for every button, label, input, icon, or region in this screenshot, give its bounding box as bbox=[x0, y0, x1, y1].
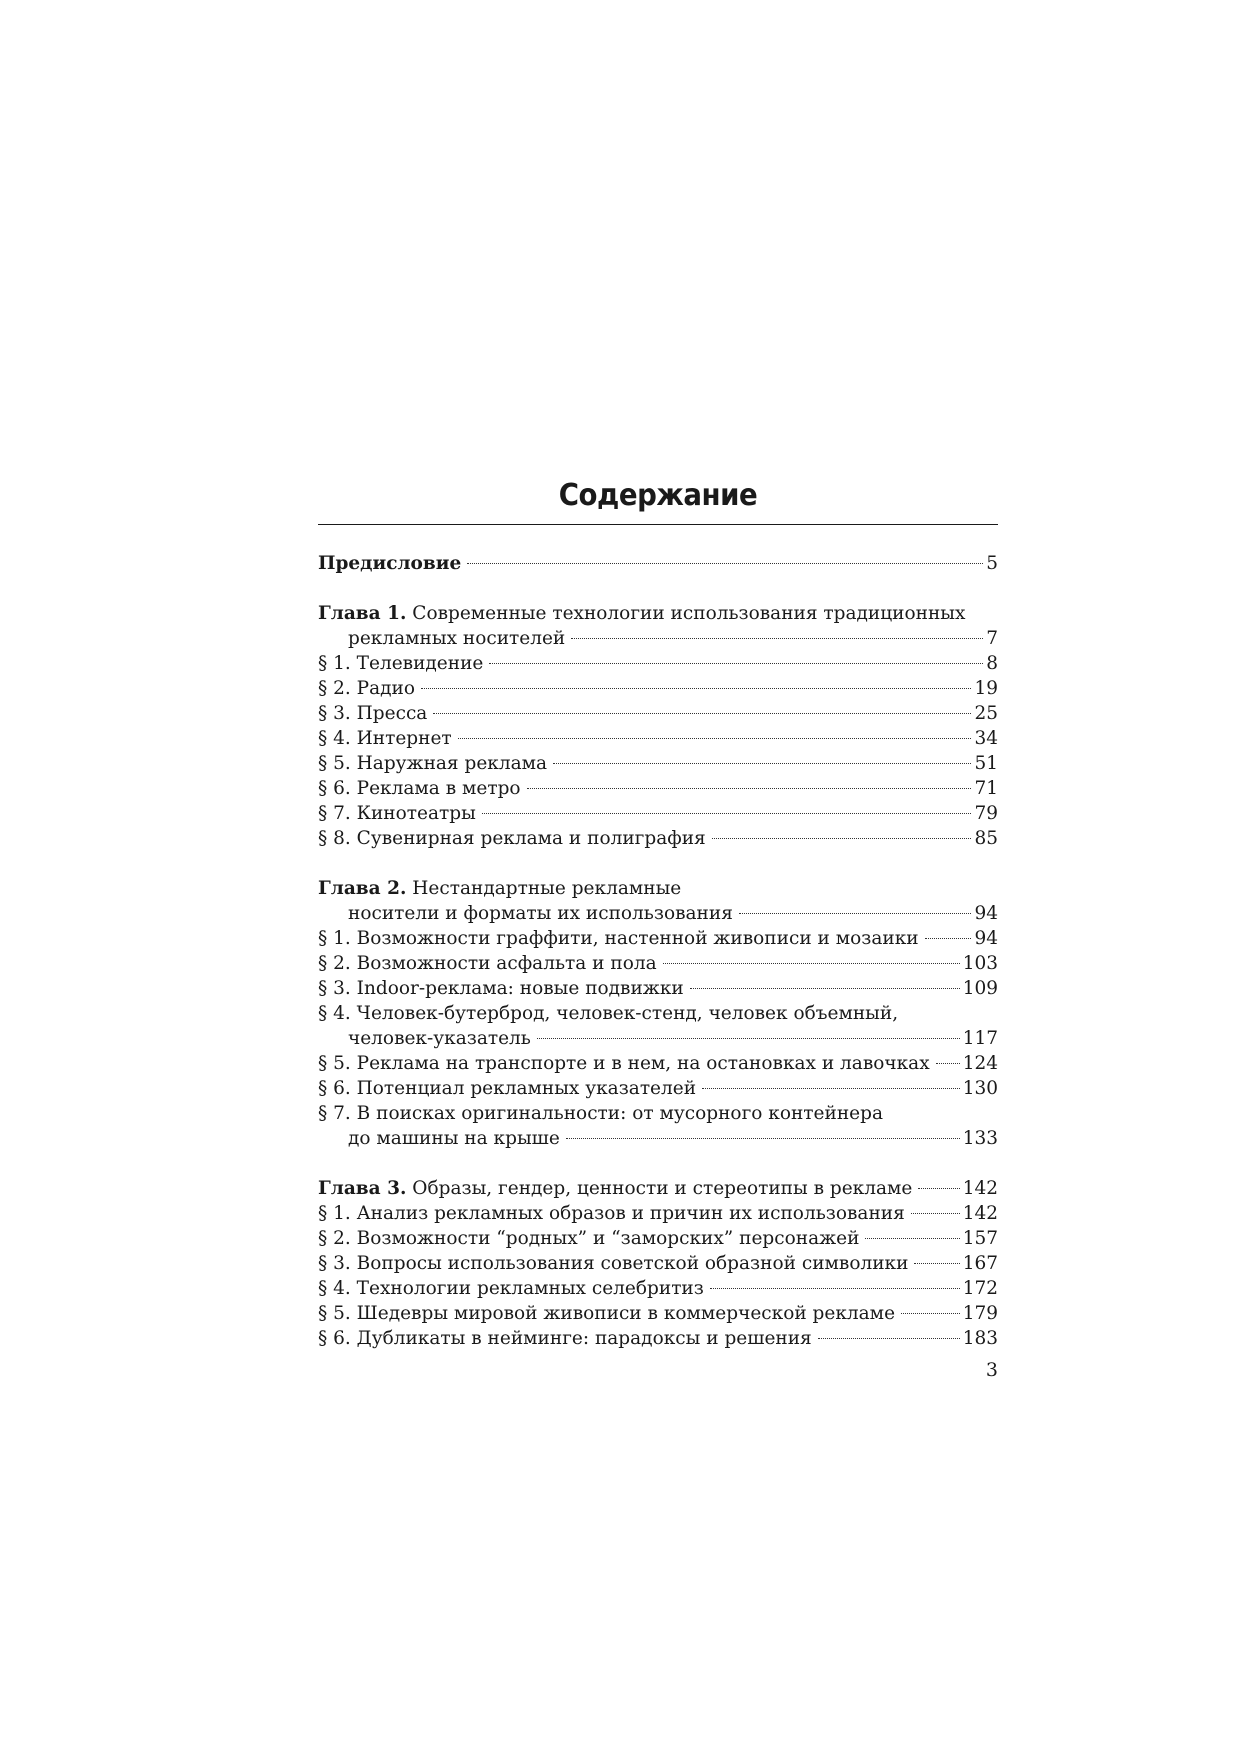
toc-page-number: 130 bbox=[962, 1078, 998, 1099]
toc-entry-title: человек-указатель bbox=[348, 1028, 531, 1049]
leader-dots bbox=[527, 788, 972, 789]
toc-entry-title: § 7. Кинотеатры bbox=[318, 803, 476, 824]
toc-entry-line2[interactable] bbox=[318, 1126, 998, 1151]
chapter-title-cont: носители и форматы их использования bbox=[348, 903, 733, 924]
toc-page-number: 34 bbox=[974, 728, 998, 749]
title-rule bbox=[318, 524, 998, 525]
table-of-contents bbox=[318, 551, 998, 1351]
leader-dots bbox=[710, 1288, 960, 1289]
leader-dots bbox=[489, 663, 983, 664]
toc-entry[interactable] bbox=[318, 1076, 998, 1101]
chapter-label: Глава 3. bbox=[318, 1178, 407, 1199]
chapter-title: Нестандартные рекламные bbox=[412, 878, 682, 899]
toc-entry-title: § 8. Сувенирная реклама и полиграфия bbox=[318, 828, 706, 849]
leader-dots bbox=[918, 1188, 959, 1189]
toc-page-number: 94 bbox=[974, 928, 998, 949]
leader-dots bbox=[421, 688, 971, 689]
toc-page-number: 5 bbox=[986, 553, 998, 574]
chapter-title: Образы, гендер, ценности и стереотипы в рекламе bbox=[412, 1178, 913, 1199]
leader-dots bbox=[467, 563, 983, 564]
toc-entry[interactable] bbox=[318, 1276, 998, 1301]
toc-entry-title: § 5. Шедевры мировой живописи в коммерческой рекламе bbox=[318, 1303, 896, 1324]
toc-page-number: 51 bbox=[974, 753, 998, 774]
toc-entry-title: § 2. Радио bbox=[318, 678, 415, 699]
leader-dots bbox=[818, 1338, 960, 1339]
toc-page-number: 7 bbox=[986, 628, 998, 649]
toc-entry-title: § 6. Реклама в метро bbox=[318, 778, 521, 799]
leader-dots bbox=[571, 638, 983, 639]
toc-page-number: 103 bbox=[962, 953, 998, 974]
toc-entry-title: § 5. Реклама на транспорте и в нем, на остановках и лавочках bbox=[318, 1053, 930, 1074]
toc-page-number: 85 bbox=[974, 828, 998, 849]
toc-entry[interactable] bbox=[318, 951, 998, 976]
toc-entry-title: § 2. Возможности “родных” и “заморских” персонажей bbox=[318, 1228, 860, 1249]
toc-page-number: 142 bbox=[962, 1178, 998, 1199]
leader-dots bbox=[936, 1063, 960, 1064]
toc-page-number: 142 bbox=[962, 1203, 998, 1224]
toc-entry-label: Предисловие bbox=[318, 553, 462, 574]
toc-page-number: 25 bbox=[974, 703, 998, 724]
toc-page-number: 133 bbox=[962, 1128, 998, 1149]
toc-entry-title: § 3. Indoor-реклама: новые подвижки bbox=[318, 978, 684, 999]
toc-entry-line1[interactable]: § 4. Человек-бутерброд, человек-стенд, человек объемный, bbox=[318, 1003, 899, 1024]
toc-entry-title: § 4. Интернет bbox=[318, 728, 452, 749]
chapter-1-heading-line1[interactable] bbox=[318, 601, 998, 626]
toc-entry-title: § 3. Вопросы использования советской образной символики bbox=[318, 1253, 909, 1274]
toc-page-number: 157 bbox=[962, 1228, 998, 1249]
chapter-1-heading-line2[interactable] bbox=[318, 626, 998, 651]
toc-page-number: 109 bbox=[962, 978, 998, 999]
toc-entry[interactable] bbox=[318, 1226, 998, 1251]
leader-dots bbox=[901, 1313, 960, 1314]
toc-entry[interactable] bbox=[318, 826, 998, 851]
leader-dots bbox=[925, 938, 972, 939]
toc-entry-title: § 6. Дубликаты в нейминге: парадоксы и решения bbox=[318, 1328, 812, 1349]
chapter-label: Глава 1. bbox=[318, 603, 407, 624]
preface-group bbox=[318, 551, 998, 576]
toc-entry-title: § 1. Анализ рекламных образов и причин их использования bbox=[318, 1203, 905, 1224]
leader-dots bbox=[702, 1088, 960, 1089]
toc-entry-line2[interactable] bbox=[318, 1026, 998, 1051]
toc-entry[interactable] bbox=[318, 1251, 998, 1276]
page-number: 3 bbox=[985, 1359, 998, 1381]
leader-dots bbox=[553, 763, 971, 764]
toc-entry-title: § 4. Технологии рекламных селебритиз bbox=[318, 1278, 704, 1299]
toc-entry-preface[interactable] bbox=[318, 551, 998, 576]
chapter-3-heading[interactable] bbox=[318, 1176, 998, 1201]
leader-dots bbox=[537, 1038, 960, 1039]
toc-page-number: 172 bbox=[962, 1278, 998, 1299]
toc-entry[interactable] bbox=[318, 701, 998, 726]
leader-dots bbox=[914, 1263, 959, 1264]
toc-page-number: 19 bbox=[974, 678, 998, 699]
leader-dots bbox=[690, 988, 960, 989]
toc-entry[interactable] bbox=[318, 1301, 998, 1326]
toc-entry[interactable] bbox=[318, 1051, 998, 1076]
chapter-title: Современные технологии использования традиционных bbox=[412, 603, 966, 624]
toc-entry-title: § 2. Возможности асфальта и пола bbox=[318, 953, 657, 974]
chapter-2-heading-line1[interactable] bbox=[318, 876, 998, 901]
toc-entry[interactable] bbox=[318, 726, 998, 751]
leader-dots bbox=[458, 738, 972, 739]
toc-page-number: 167 bbox=[962, 1253, 998, 1274]
toc-page-number: 94 bbox=[974, 903, 998, 924]
toc-page-number: 124 bbox=[962, 1053, 998, 1074]
toc-entry[interactable] bbox=[318, 926, 998, 951]
toc-entry-title: § 1. Телевидение bbox=[318, 653, 484, 674]
toc-entry[interactable] bbox=[318, 676, 998, 701]
leader-dots bbox=[433, 713, 971, 714]
chapter-2-group bbox=[318, 876, 998, 1151]
chapter-2-heading-line2[interactable] bbox=[318, 901, 998, 926]
toc-page-number: 71 bbox=[974, 778, 998, 799]
toc-entry[interactable] bbox=[318, 651, 998, 676]
toc-entry[interactable] bbox=[318, 751, 998, 776]
leader-dots bbox=[663, 963, 960, 964]
leader-dots bbox=[911, 1213, 960, 1214]
toc-page-number: 183 bbox=[962, 1328, 998, 1349]
toc-entry-line1[interactable]: § 7. В поисках оригинальности: от мусорного контейнера bbox=[318, 1103, 883, 1124]
toc-page-number: 8 bbox=[986, 653, 998, 674]
leader-dots bbox=[712, 838, 972, 839]
chapter-title-cont: рекламных носителей bbox=[348, 628, 566, 649]
toc-entry[interactable] bbox=[318, 1201, 998, 1226]
toc-entry[interactable] bbox=[318, 776, 998, 801]
chapter-label: Глава 2. bbox=[318, 878, 407, 899]
leader-dots bbox=[482, 813, 972, 814]
toc-page-number: 179 bbox=[962, 1303, 998, 1324]
contents-page bbox=[318, 474, 998, 1376]
leader-dots bbox=[865, 1238, 959, 1239]
toc-entry-title: § 6. Потенциал рекламных указателей bbox=[318, 1078, 697, 1099]
toc-entry[interactable] bbox=[318, 801, 998, 826]
toc-entry-title: § 1. Возможности граффити, настенной живописи и мозаики bbox=[318, 928, 919, 949]
toc-page-number: 79 bbox=[974, 803, 998, 824]
toc-entry-title: до машины на крыше bbox=[348, 1128, 560, 1149]
toc-entry-title: § 5. Наружная реклама bbox=[318, 753, 548, 774]
chapter-1-group bbox=[318, 601, 998, 851]
toc-page-number: 117 bbox=[962, 1028, 998, 1049]
toc-entry[interactable] bbox=[318, 1326, 998, 1351]
toc-entry[interactable] bbox=[318, 976, 998, 1001]
page-title: Содержание bbox=[558, 478, 758, 513]
chapter-3-group bbox=[318, 1176, 998, 1351]
leader-dots bbox=[739, 913, 972, 914]
leader-dots bbox=[566, 1138, 960, 1139]
toc-entry-title: § 3. Пресса bbox=[318, 703, 428, 724]
